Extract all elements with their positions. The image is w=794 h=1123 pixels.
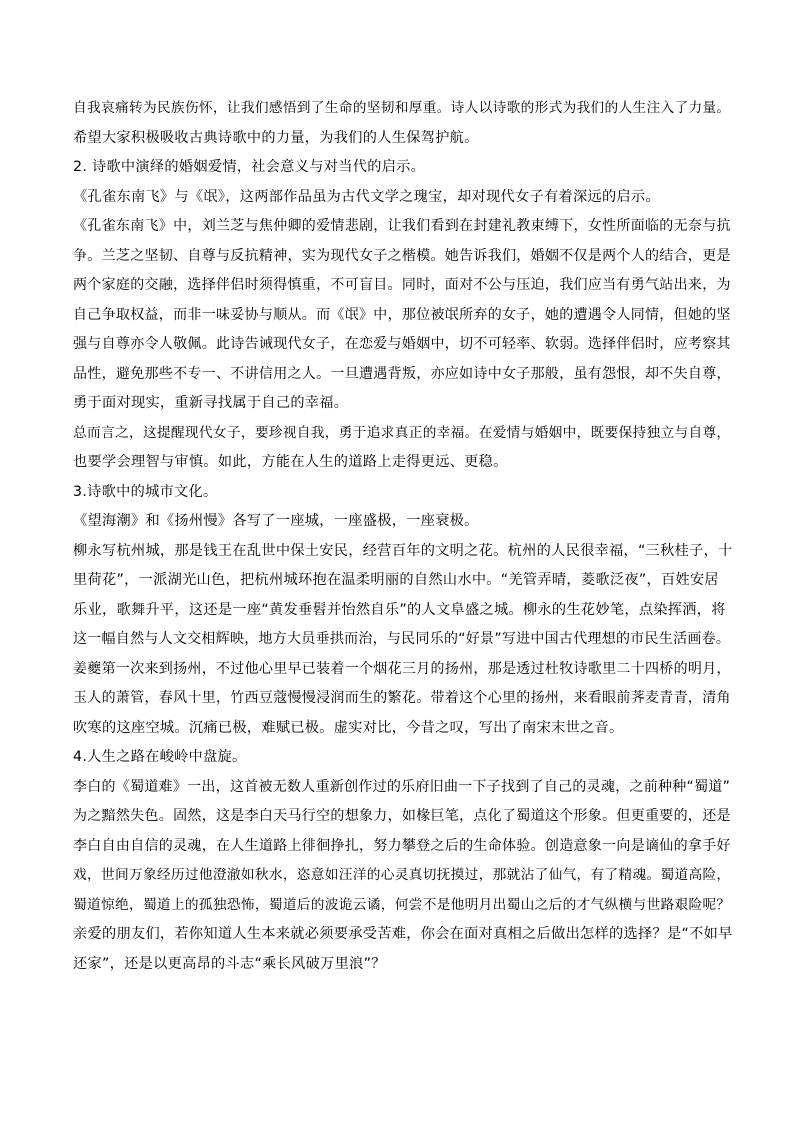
document-body	[73, 94, 733, 979]
paragraph-line: 吹寒的这座空城。沉痛已极，难赋已极。虚实对比，今昔之叹，写出了南宋末世之音。	[73, 719, 624, 736]
paragraph-line: 李白自由自信的灵魂，在人生道路上徘徊挣扎，努力攀登之后的生命体验。创造意象一向是谪仙的拿手好	[73, 837, 731, 854]
paragraph-line: 《孔雀东南飞》与《氓》，这两部作品虽为古代文学之瑰宝，却对现代女子有着深远的启示。	[73, 188, 660, 205]
paragraph-line: 总而言之，这提醒现代女子，要珍视自我，勇于追求真正的幸福。在爱情与婚姻中，既要保持独立与自尊，	[73, 424, 731, 441]
section-heading: 4.人生之路在峻岭中盘旋。	[73, 749, 247, 765]
paragraph-line: 强与自尊亦令人敬佩。此诗告诫现代女子，在恋爱与婚姻中，切不可轻率、软弱。选择伴侣时，应考察其	[73, 336, 731, 352]
paragraph-line: 希望大家积极吸收古典诗歌中的力量，为我们的人生保驾护航。	[73, 129, 479, 146]
paragraph-line: 亲爱的朋友们，若你知道人生本来就必须要承受苦难，你会在面对真相之后做出怎样的选择？是“不如早	[73, 926, 733, 942]
paragraph-line: 柳永写杭州城，那是钱王在乱世中保土安民，经营百年的文明之花。杭州的人民很幸福，“三秋桂子，十	[73, 542, 733, 559]
paragraph-line: 李白的《蜀道难》一出，这首被无数人重新创作过的乐府旧曲一下子找到了自己的灵魂，之前种种“蜀道”	[73, 778, 731, 795]
paragraph-line: 戏，世间万象经历过他澄澈如秋水，恣意如汪洋的心灵真切抚摸过，那就沾了仙气，有了精魂。蜀道高险，	[73, 867, 731, 883]
paragraph-line: 勇于面对现实，重新寻找属于自己的幸福。	[73, 395, 349, 411]
paragraph-line: 乐业，歌舞升平，这还是一座“黄发垂髫并怡然自乐”的人文阜盛之城。柳永的生花妙笔，点染挥洒，将	[73, 601, 726, 618]
paragraph-line: 争。兰芝之坚韧、自尊与反抗精神，实为现代女子之楷模。她告诉我们，婚姻不仅是两个人的结合，更是	[73, 247, 731, 264]
paragraph-line: 自我哀痛转为民族伤怀，让我们感悟到了生命的坚韧和厚重。诗人以诗歌的形式为我们的人生注入了力量。	[73, 100, 731, 116]
paragraph-line: 里荷花”，一派湖光山色，把杭州城环抱在温柔明丽的自然山水中。“羌管弄晴，菱歌泛夜”，百姓安居	[73, 572, 719, 588]
paragraph-line: 这一幅自然与人文交相辉映，地方大员垂拱而治，与民同乐的“好景”写进中国古代理想的市民生活画卷。	[73, 631, 731, 647]
section-heading: 3.诗歌中的城市文化。	[73, 483, 218, 500]
paragraph-line: 《孔雀东南飞》中，刘兰芝与焦仲卿的爱情悲剧，让我们看到在封建礼教束缚下，女性所面临的无奈与抗	[73, 218, 731, 234]
section-heading: 2. 诗歌中演绎的婚姻爱情，社会意义与对当代的启示。	[73, 159, 426, 175]
paragraph-line: 《望海潮》和《扬州慢》各写了一座城，一座盛极，一座衰极。	[73, 513, 479, 529]
paragraph-line: 自己争取权益，而非一味妥协与顺从。而《氓》中，那位被氓所弃的女子，她的遭遇令人同情，但她的坚	[73, 306, 731, 323]
paragraph-line: 为之黯然失色。固然，这是李白天马行空的想象力，如椽巨笔，点化了蜀道这个形象。但更重要的，还是	[73, 808, 731, 824]
paragraph-line: 也要学会理智与审慎。如此，方能在人生的道路上走得更远、更稳。	[73, 454, 508, 470]
paragraph-line: 两个家庭的交融，选择伴侣时须得慎重，不可盲目。同时，面对不公与压迫，我们应当有勇气站出来，为	[73, 277, 731, 293]
paragraph-line: 姜夔第一次来到扬州，不过他心里早已装着一个烟花三月的扬州，那是透过杜牧诗歌里二十四桥的明月，	[73, 660, 731, 677]
paragraph-line: 还家”，还是以更高昂的斗志“乘长风破万里浪”？	[73, 955, 386, 972]
paragraph-line: 品性，避免那些不专一、不讲信用之人。一旦遭遇背叛，亦应如诗中女子那般，虽有怨恨，却不失自尊，	[73, 365, 731, 382]
paragraph-line: 蜀道惊绝，蜀道上的孤独恐怖，蜀道后的波诡云谲，何尝不是他明月出蜀山之后的才气纵横与世路艰险呢？	[73, 896, 731, 913]
paragraph-line: 玉人的萧管，春风十里，竹西豆蔻慢慢浸润而生的繁花。带着这个心里的扬州，来看眼前荠麦青青，清角	[73, 690, 731, 706]
